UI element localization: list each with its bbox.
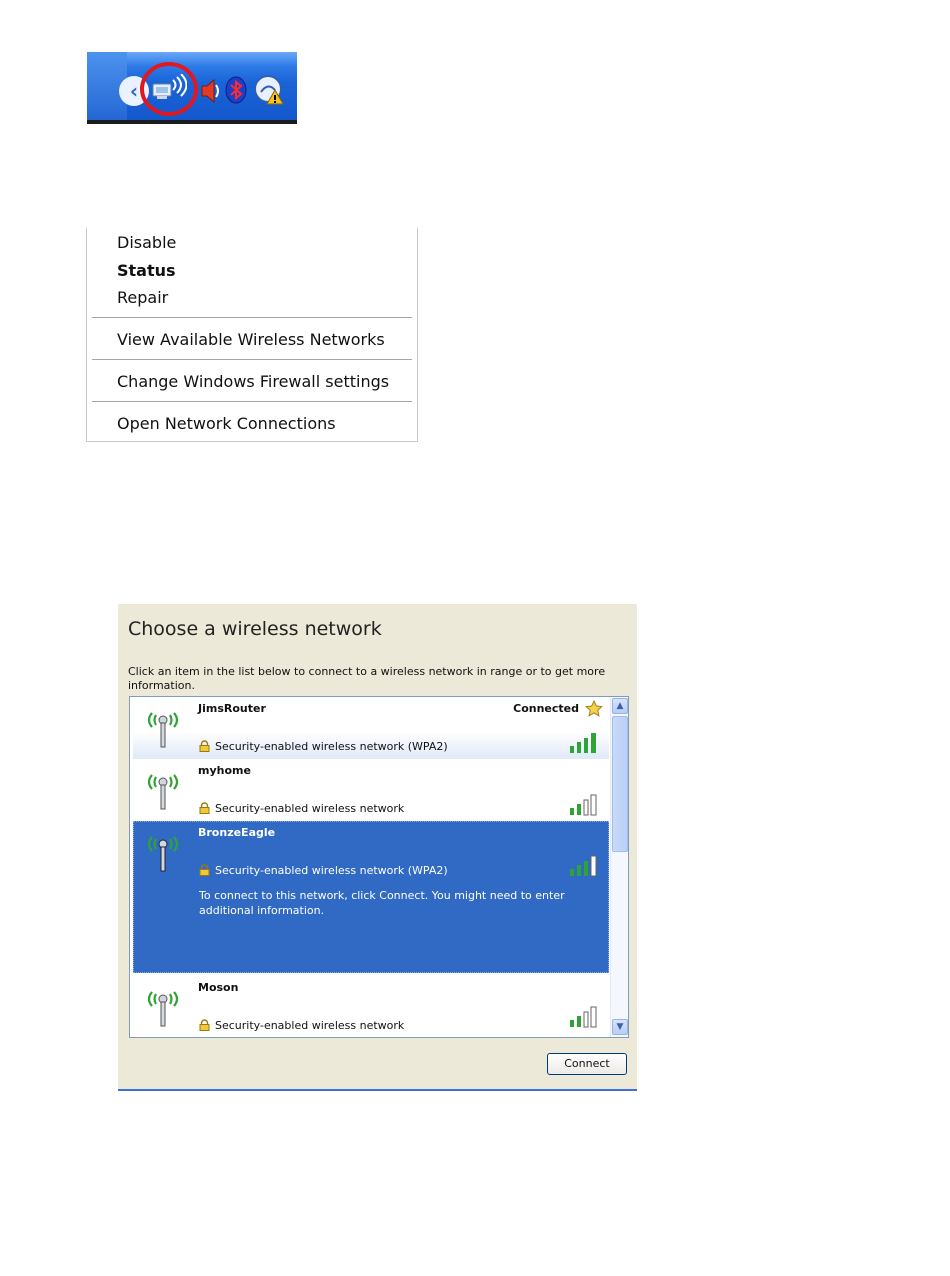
network-list[interactable] xyxy=(129,696,629,1038)
lock-icon xyxy=(199,740,210,752)
network-item-jimsrouter[interactable] xyxy=(133,697,609,759)
volume-icon[interactable] xyxy=(199,78,221,104)
lock-icon xyxy=(199,802,210,814)
menu-item-repair[interactable]: Repair xyxy=(117,288,169,307)
connected-star-icon xyxy=(585,700,603,718)
menu-item-disable[interactable]: Disable xyxy=(117,233,177,252)
connection-status: Connected xyxy=(513,702,579,715)
security-alert-icon[interactable] xyxy=(253,74,285,106)
network-item-moson[interactable] xyxy=(133,976,609,1038)
signal-strength-icon xyxy=(569,732,601,754)
dialog-bottom-border xyxy=(118,1089,637,1091)
network-item-bronzeeagle[interactable] xyxy=(133,821,609,973)
signal-strength-icon xyxy=(569,1006,601,1028)
network-name: BronzeEagle xyxy=(198,826,276,839)
menu-separator xyxy=(92,359,412,361)
wireless-network-dialog xyxy=(118,604,637,1090)
menu-separator xyxy=(92,317,412,319)
security-label: Security-enabled wireless network xyxy=(215,1019,405,1032)
scrollbar-thumb[interactable] xyxy=(612,716,628,852)
security-label: Security-enabled wireless network (WPA2) xyxy=(215,864,448,877)
network-name: JimsRouter xyxy=(198,702,266,715)
scroll-up-icon[interactable]: ▲ xyxy=(612,698,628,714)
signal-strength-icon xyxy=(569,855,601,877)
network-security xyxy=(199,1019,404,1033)
dialog-description: Click an item in the list below to connect to a wireless network in range or to get more information. xyxy=(128,665,606,692)
dialog-title: Choose a wireless network xyxy=(128,618,382,640)
network-security xyxy=(199,740,448,754)
bluetooth-icon[interactable] xyxy=(225,76,247,104)
network-name: Moson xyxy=(198,981,239,994)
menu-item-view-wireless-networks[interactable]: View Available Wireless Networks xyxy=(117,330,385,349)
scroll-down-icon[interactable]: ▼ xyxy=(612,1019,628,1035)
network-security xyxy=(199,802,404,816)
menu-item-status[interactable]: Status xyxy=(117,261,176,280)
connect-button[interactable]: Connect xyxy=(547,1053,627,1075)
wireless-antenna-icon xyxy=(143,986,183,1036)
lock-icon xyxy=(199,1019,210,1031)
vertical-scrollbar[interactable] xyxy=(610,697,628,1037)
menu-separator xyxy=(92,401,412,403)
highlight-circle xyxy=(140,62,198,116)
show-hidden-icons-chevron-icon[interactable]: ‹ xyxy=(119,76,149,106)
security-label: Security-enabled wireless network (WPA2) xyxy=(215,740,448,753)
wireless-antenna-icon xyxy=(143,769,183,819)
menu-item-open-network-connections[interactable]: Open Network Connections xyxy=(117,414,336,433)
wireless-antenna-icon xyxy=(143,831,183,881)
network-name: myhome xyxy=(198,764,251,777)
lock-icon xyxy=(199,864,210,876)
signal-strength-icon xyxy=(569,794,601,816)
context-menu xyxy=(86,228,418,442)
connect-hint: To connect to this network, click Connect. You might need to enter additional information. xyxy=(199,889,565,917)
network-security xyxy=(199,864,448,878)
wireless-antenna-icon xyxy=(143,707,183,757)
network-item-myhome[interactable] xyxy=(133,759,609,821)
taskbar-tray xyxy=(87,52,297,124)
security-label: Security-enabled wireless network xyxy=(215,802,405,815)
menu-item-firewall-settings[interactable]: Change Windows Firewall settings xyxy=(117,372,390,391)
